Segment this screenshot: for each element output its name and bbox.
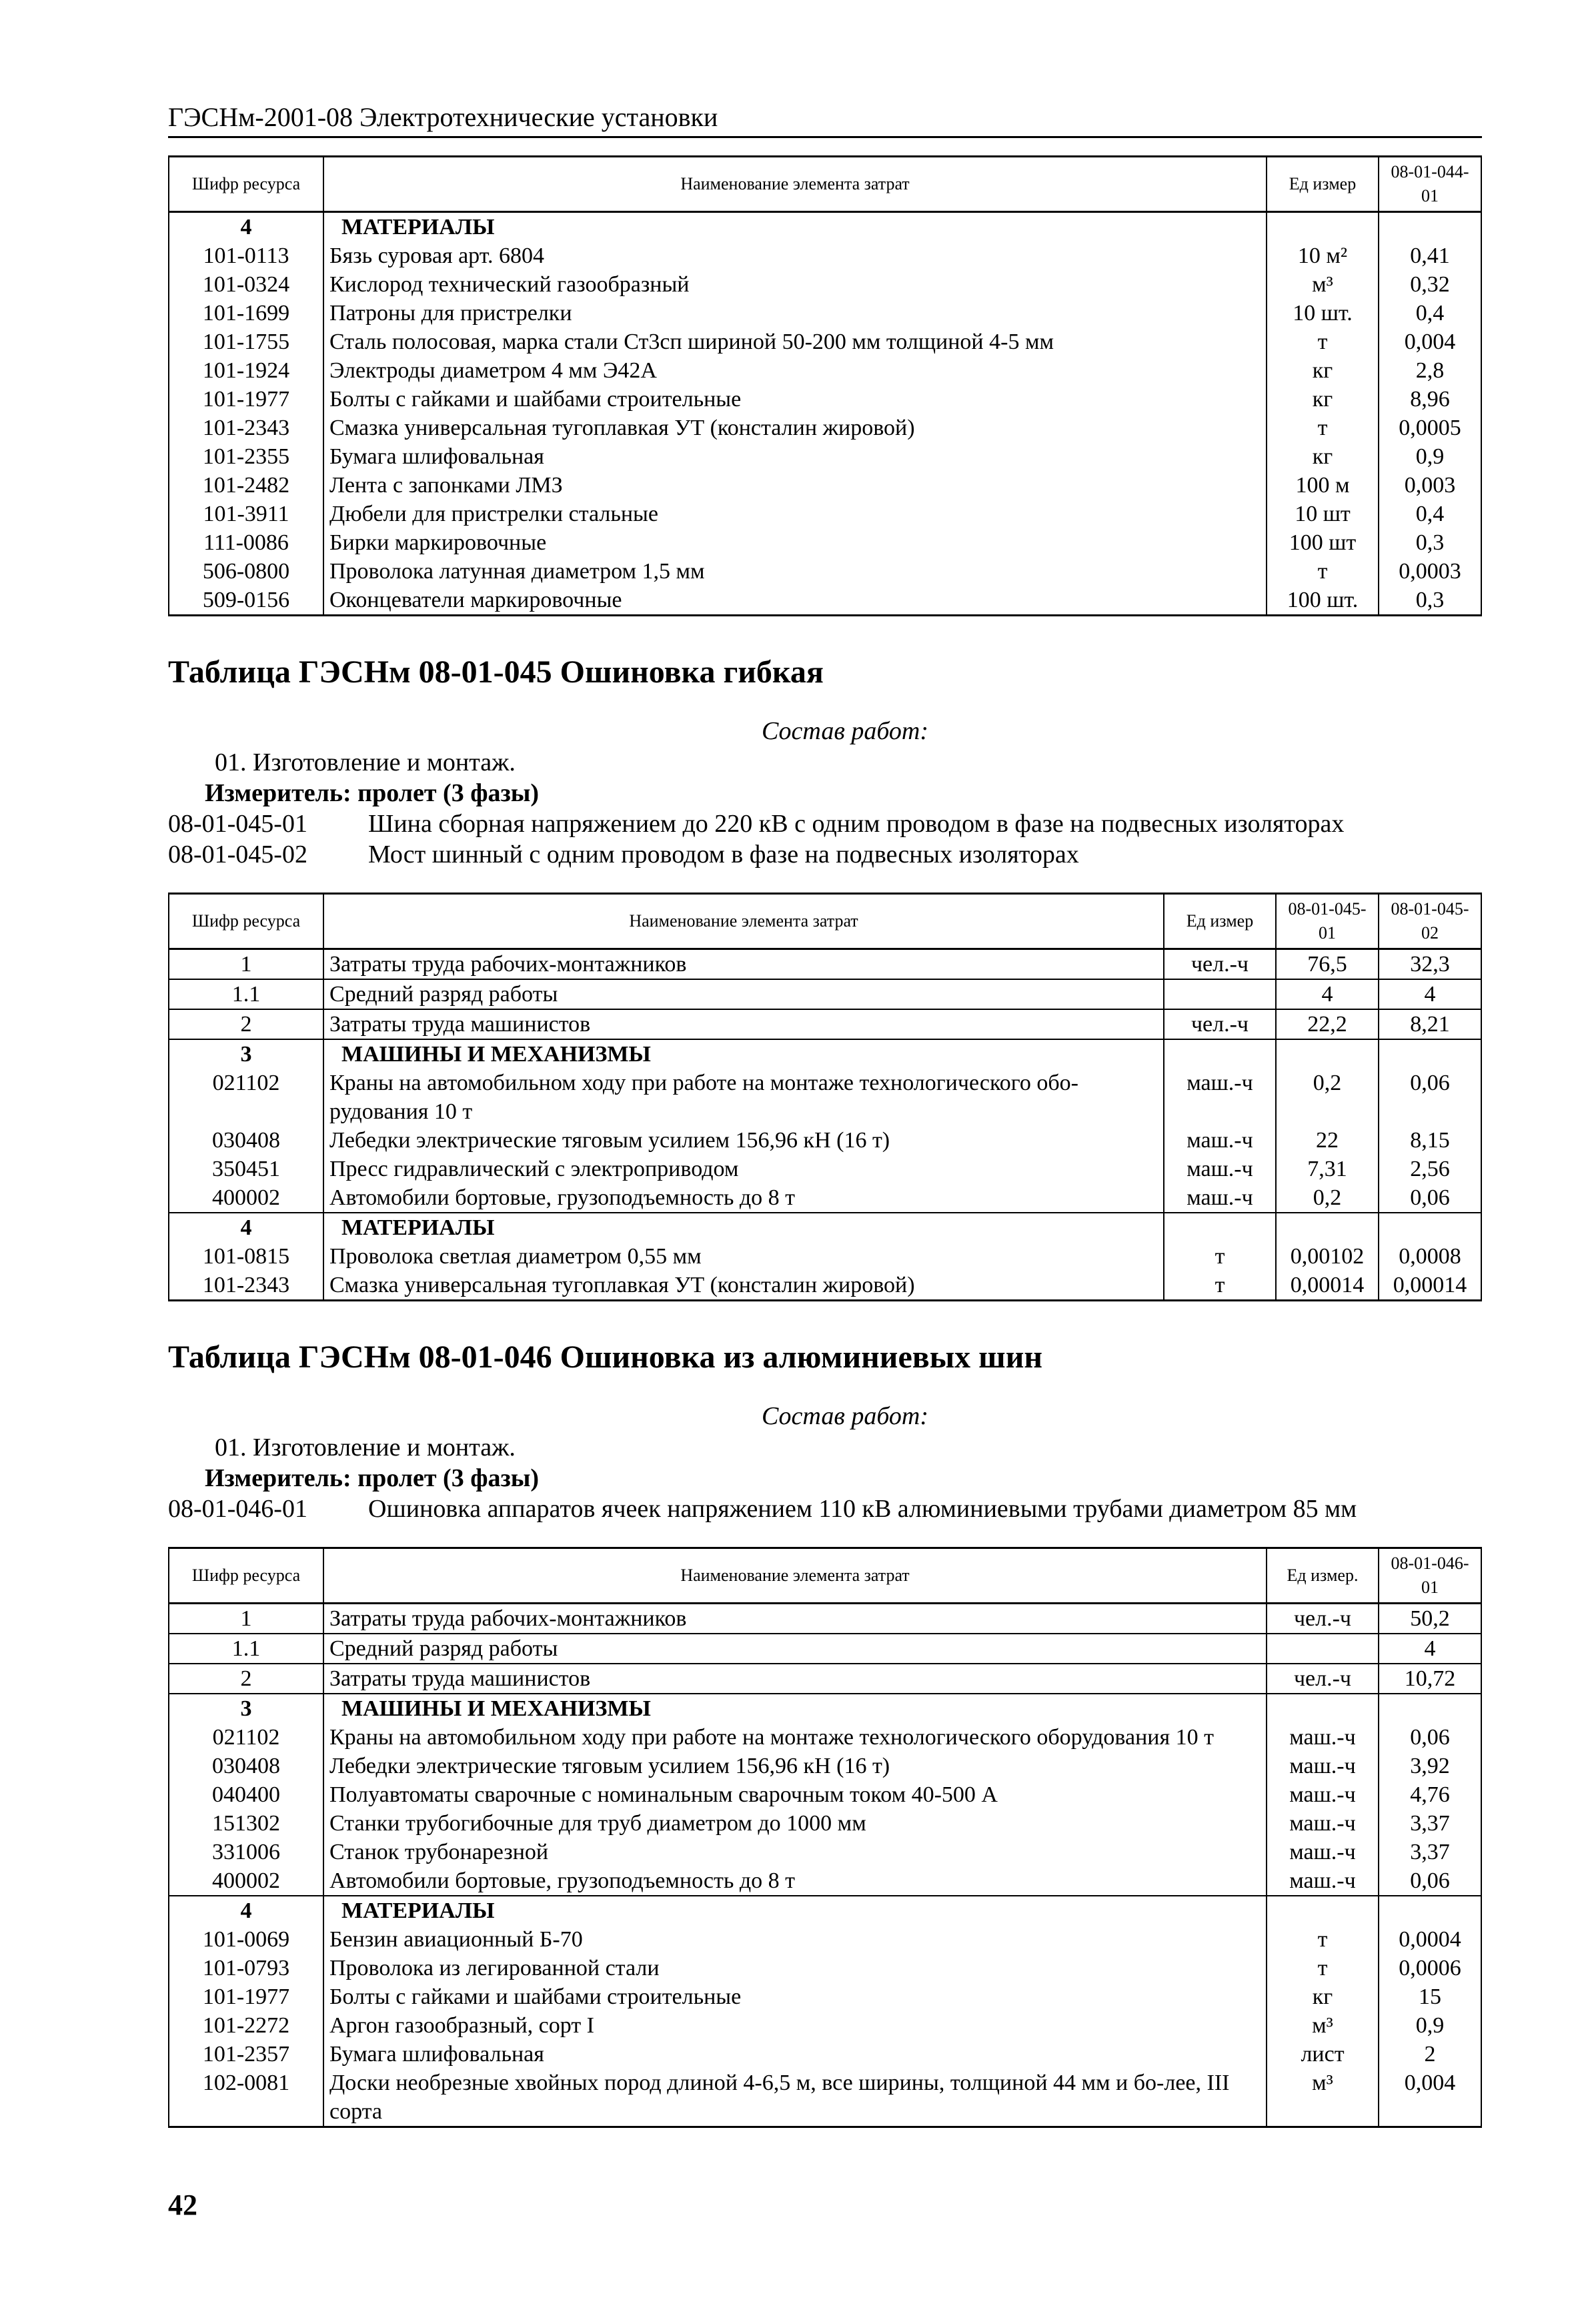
unit: маш.-ч xyxy=(1267,1723,1379,1752)
unit: лист xyxy=(1267,2040,1379,2069)
resource-code: 101-0815 xyxy=(169,1242,323,1271)
resource-name: Электроды диаметром 4 мм Э42А xyxy=(323,356,1267,385)
value: 0,2 xyxy=(1276,1069,1379,1126)
table-row xyxy=(169,241,1481,270)
resource-name: Полуавтоматы сварочные с номинальным сварочным током 40-500 А xyxy=(323,1780,1267,1809)
unit: маш.-ч xyxy=(1267,1809,1379,1838)
norm-code: 08-01-045-01 xyxy=(168,810,307,838)
value: 4,76 xyxy=(1379,1780,1481,1809)
unit: 10 шт xyxy=(1267,500,1379,528)
unit: т xyxy=(1267,1925,1379,1954)
value: 76,5 xyxy=(1276,949,1379,980)
table-row xyxy=(169,1271,1481,1301)
table-row xyxy=(169,356,1481,385)
col-header-name: Наименование элемента затрат xyxy=(323,1548,1267,1604)
value: 10,72 xyxy=(1379,1664,1481,1694)
table-row xyxy=(169,1126,1481,1155)
resource-name: Доски необрезные хвойных пород длиной 4-6,5 м, все ширины, толщиной 44 мм и бо-лее, III сорта xyxy=(323,2069,1267,2127)
unit: 100 шт. xyxy=(1267,586,1379,616)
table-row xyxy=(169,979,1481,1009)
unit: маш.-ч xyxy=(1164,1155,1276,1183)
value: 0,4 xyxy=(1379,299,1481,328)
value: 0,06 xyxy=(1379,1866,1481,1896)
table-row xyxy=(169,1634,1481,1664)
col-header-value: 08-01-045-02 xyxy=(1379,894,1481,949)
value: 0,00014 xyxy=(1379,1271,1481,1301)
unit: т xyxy=(1267,328,1379,356)
resource-name: Дюбели для пристрелки стальные xyxy=(323,500,1267,528)
value: 7,31 xyxy=(1276,1155,1379,1183)
value: 15 xyxy=(1379,1982,1481,2011)
resource-code: 1.1 xyxy=(169,979,323,1009)
unit: маш.-ч xyxy=(1267,1780,1379,1809)
work-composition-label: Состав работ: xyxy=(761,1402,929,1430)
table-row xyxy=(169,1752,1481,1780)
unit: 100 м xyxy=(1267,471,1379,500)
resource-name: Бумага шлифовальная xyxy=(323,2040,1267,2069)
work-composition-label: Состав работ: xyxy=(761,717,929,745)
table-header-row xyxy=(169,157,1481,212)
unit: кг xyxy=(1267,356,1379,385)
unit: 10 шт. xyxy=(1267,299,1379,328)
norm-code: 08-01-045-02 xyxy=(168,840,307,869)
empty-cell xyxy=(1379,1213,1481,1242)
resource-code: 021102 xyxy=(169,1723,323,1752)
resource-code: 101-1755 xyxy=(169,328,323,356)
resource-name: Автомобили бортовые, грузоподъемность до 8 т xyxy=(323,1866,1267,1896)
empty-cell xyxy=(1276,1039,1379,1069)
unit: т xyxy=(1164,1271,1276,1301)
unit: 100 шт xyxy=(1267,528,1379,557)
table-row xyxy=(169,2069,1481,2127)
value: 4 xyxy=(1379,1634,1481,1664)
value: 0,2 xyxy=(1276,1183,1379,1213)
value: 32,3 xyxy=(1379,949,1481,980)
section-row xyxy=(169,1896,1481,1925)
resource-code: 101-1977 xyxy=(169,1982,323,2011)
empty-cell xyxy=(1379,1039,1481,1069)
resource-name: Затраты труда машинистов xyxy=(323,1664,1267,1694)
value: 0,9 xyxy=(1379,2011,1481,2040)
resource-code: 040400 xyxy=(169,1780,323,1809)
unit xyxy=(1267,1634,1379,1664)
resource-code: 506-0800 xyxy=(169,557,323,586)
resource-name: Краны на автомобильном ходу при работе на монтаже технологического оборудования 10 т xyxy=(323,1723,1267,1752)
unit: т xyxy=(1164,1242,1276,1271)
resource-code: 102-0081 xyxy=(169,2069,323,2127)
norm-text: Шина сборная напряжением до 220 кВ с одним проводом в фазе на подвесных изоляторах xyxy=(368,810,1345,838)
value: 0,004 xyxy=(1379,2069,1481,2127)
table-row xyxy=(169,1155,1481,1183)
unit: маш.-ч xyxy=(1164,1069,1276,1126)
resource-name: Оконцеватели маркировочные xyxy=(323,586,1267,616)
empty-cell xyxy=(1267,1694,1379,1723)
table-row xyxy=(169,471,1481,500)
empty-cell xyxy=(1267,212,1379,242)
table-row xyxy=(169,2011,1481,2040)
empty-cell xyxy=(1267,1896,1379,1925)
norm-item xyxy=(168,1494,1482,1524)
unit: кг xyxy=(1267,385,1379,414)
resource-name: Патроны для пристрелки xyxy=(323,299,1267,328)
value: 0,06 xyxy=(1379,1069,1481,1126)
value: 3,37 xyxy=(1379,1809,1481,1838)
resource-name: Бирки маркировочные xyxy=(323,528,1267,557)
section-number: 4 xyxy=(169,1213,323,1242)
table-row xyxy=(169,442,1481,471)
resource-code: 2 xyxy=(169,1664,323,1694)
table-row xyxy=(169,1242,1481,1271)
value: 3,37 xyxy=(1379,1838,1481,1866)
table-header-row xyxy=(169,894,1481,949)
section-title: МАШИНЫ И МЕХАНИЗМЫ xyxy=(323,1039,1164,1069)
resource-name: Смазка универсальная тугоплавкая УТ (консталин жировой) xyxy=(323,1271,1164,1301)
unit: чел.-ч xyxy=(1164,949,1276,980)
table-row xyxy=(169,1183,1481,1213)
col-header-name: Наименование элемента затрат xyxy=(323,157,1267,212)
resource-code: 400002 xyxy=(169,1183,323,1213)
resource-code: 101-2343 xyxy=(169,414,323,442)
resource-name: Проволока светлая диаметром 0,55 мм xyxy=(323,1242,1164,1271)
resource-name: Краны на автомобильном ходу при работе на монтаже технологического обо-рудования 10 т xyxy=(323,1069,1164,1126)
value: 0,0006 xyxy=(1379,1954,1481,1982)
resource-name: Лебедки электрические тяговым усилием 156,96 кН (16 т) xyxy=(323,1752,1267,1780)
value: 0,003 xyxy=(1379,471,1481,500)
resource-name: Аргон газообразный, сорт I xyxy=(323,2011,1267,2040)
section-row xyxy=(169,212,1481,242)
section-number: 3 xyxy=(169,1039,323,1069)
resource-name: Затраты труда машинистов xyxy=(323,1009,1164,1039)
resource-name: Бензин авиационный Б-70 xyxy=(323,1925,1267,1954)
table-row xyxy=(169,949,1481,980)
value: 22,2 xyxy=(1276,1009,1379,1039)
empty-cell xyxy=(1276,1213,1379,1242)
table-row xyxy=(169,299,1481,328)
value: 0,32 xyxy=(1379,270,1481,299)
section-title: МАТЕРИАЛЫ xyxy=(323,212,1267,242)
col-header-value: 08-01-044-01 xyxy=(1379,157,1481,212)
table-row xyxy=(169,1809,1481,1838)
table-row xyxy=(169,328,1481,356)
resource-name: Лента с запонками ЛМЗ xyxy=(323,471,1267,500)
table-row xyxy=(169,586,1481,616)
value: 8,96 xyxy=(1379,385,1481,414)
resource-code: 400002 xyxy=(169,1866,323,1896)
empty-cell xyxy=(1379,1896,1481,1925)
table-row xyxy=(169,1723,1481,1752)
value: 0,3 xyxy=(1379,528,1481,557)
resource-code: 101-1977 xyxy=(169,385,323,414)
measure-line xyxy=(168,1463,1482,1494)
value: 2,8 xyxy=(1379,356,1481,385)
resource-name: Смазка универсальная тугоплавкая УТ (консталин жировой) xyxy=(323,414,1267,442)
resource-code: 101-2272 xyxy=(169,2011,323,2040)
resource-code: 1 xyxy=(169,1604,323,1634)
resource-name: Средний разряд работы xyxy=(323,979,1164,1009)
unit: маш.-ч xyxy=(1267,1838,1379,1866)
col-header-unit: Ед измер. xyxy=(1267,1548,1379,1604)
value: 0,06 xyxy=(1379,1183,1481,1213)
resource-code: 151302 xyxy=(169,1809,323,1838)
value: 0,0005 xyxy=(1379,414,1481,442)
value: 0,0008 xyxy=(1379,1242,1481,1271)
col-header-unit: Ед измер xyxy=(1267,157,1379,212)
value: 0,0004 xyxy=(1379,1925,1481,1954)
resource-name: Затраты труда рабочих-монтажников xyxy=(323,1604,1267,1634)
norm-code: 08-01-046-01 xyxy=(168,1495,307,1523)
resource-name: Средний разряд работы xyxy=(323,1634,1267,1664)
empty-cell xyxy=(1164,1039,1276,1069)
unit: 10 м² xyxy=(1267,241,1379,270)
section-number: 4 xyxy=(169,212,323,242)
value: 0,06 xyxy=(1379,1723,1481,1752)
value: 3,92 xyxy=(1379,1752,1481,1780)
resource-code: 101-0793 xyxy=(169,1954,323,1982)
measure-value: пролет (3 фазы) xyxy=(357,779,540,807)
value: 4 xyxy=(1379,979,1481,1009)
value: 8,21 xyxy=(1379,1009,1481,1039)
section-number: 3 xyxy=(169,1694,323,1723)
resource-name: Кислород технический газообразный xyxy=(323,270,1267,299)
resource-code: 350451 xyxy=(169,1155,323,1183)
table-row xyxy=(169,1838,1481,1866)
table-row xyxy=(169,414,1481,442)
table-row xyxy=(169,500,1481,528)
table-row xyxy=(169,557,1481,586)
table-row xyxy=(169,270,1481,299)
resource-code: 101-0113 xyxy=(169,241,323,270)
unit: т xyxy=(1267,414,1379,442)
col-header-code: Шифр ресурса xyxy=(169,157,323,212)
resource-code: 101-2357 xyxy=(169,2040,323,2069)
col-header-code: Шифр ресурса xyxy=(169,1548,323,1604)
work-item: 01. Изготовление и монтаж. xyxy=(215,1433,516,1462)
resource-code: 101-0324 xyxy=(169,270,323,299)
col-header-value: 08-01-045-01 xyxy=(1276,894,1379,949)
measure-value: пролет (3 фазы) xyxy=(357,1464,540,1492)
running-header: ГЭСНм-2001-08 Электротехнические установки xyxy=(168,100,1482,138)
value: 2 xyxy=(1379,2040,1481,2069)
unit: кг xyxy=(1267,1982,1379,2011)
resource-code: 331006 xyxy=(169,1838,323,1866)
value: 0,00014 xyxy=(1276,1271,1379,1301)
resource-name: Затраты труда рабочих-монтажников xyxy=(323,949,1164,980)
col-header-value: 08-01-046-01 xyxy=(1379,1548,1481,1604)
resource-name: Болты с гайками и шайбами строительные xyxy=(323,1982,1267,2011)
section-title: МАШИНЫ И МЕХАНИЗМЫ xyxy=(323,1694,1267,1723)
col-header-code: Шифр ресурса xyxy=(169,894,323,949)
unit: кг xyxy=(1267,442,1379,471)
table-row xyxy=(169,2040,1481,2069)
resource-name: Лебедки электрические тяговым усилием 156,96 кН (16 т) xyxy=(323,1126,1164,1155)
resource-code: 1 xyxy=(169,949,323,980)
table-08-01-046 xyxy=(168,1547,1482,2128)
document-page xyxy=(168,100,1482,2128)
resource-code: 1.1 xyxy=(169,1634,323,1664)
measure-label: Измеритель: xyxy=(205,1464,351,1492)
unit: т xyxy=(1267,1954,1379,1982)
section-row xyxy=(169,1213,1481,1242)
table-row xyxy=(169,1982,1481,2011)
table-row xyxy=(169,528,1481,557)
table-row xyxy=(169,385,1481,414)
resource-code: 101-0069 xyxy=(169,1925,323,1954)
table-title-046: Таблица ГЭСНм 08-01-046 Ошиновка из алюминиевых шин xyxy=(168,1339,1042,1375)
resource-code: 101-2482 xyxy=(169,471,323,500)
measure-label: Измеритель: xyxy=(205,779,351,807)
norm-item xyxy=(168,808,1482,839)
resource-code: 021102 xyxy=(169,1069,323,1126)
table-row xyxy=(169,1780,1481,1809)
value: 0,004 xyxy=(1379,328,1481,356)
norm-text: Мост шинный с одним проводом в фазе на подвесных изоляторах xyxy=(368,840,1079,869)
value: 0,4 xyxy=(1379,500,1481,528)
measure-line xyxy=(168,778,1482,808)
resource-code: 101-1699 xyxy=(169,299,323,328)
value: 22 xyxy=(1276,1126,1379,1155)
resource-code: 101-2355 xyxy=(169,442,323,471)
section-row xyxy=(169,1694,1481,1723)
resource-code: 030408 xyxy=(169,1126,323,1155)
table-08-01-044 xyxy=(168,155,1482,616)
resource-name: Станок трубонарезной xyxy=(323,1838,1267,1866)
resource-name: Сталь полосовая, марка стали Ст3сп шириной 50-200 мм толщиной 4-5 мм xyxy=(323,328,1267,356)
resource-name: Болты с гайками и шайбами строительные xyxy=(323,385,1267,414)
value: 0,00102 xyxy=(1276,1242,1379,1271)
section-title: МАТЕРИАЛЫ xyxy=(323,1213,1164,1242)
resource-code: 111-0086 xyxy=(169,528,323,557)
value: 0,0003 xyxy=(1379,557,1481,586)
unit: чел.-ч xyxy=(1267,1604,1379,1634)
col-header-name: Наименование элемента затрат xyxy=(323,894,1164,949)
value: 0,9 xyxy=(1379,442,1481,471)
unit: т xyxy=(1267,557,1379,586)
table-title-045: Таблица ГЭСНм 08-01-045 Ошиновка гибкая xyxy=(168,654,824,690)
col-header-unit: Ед измер xyxy=(1164,894,1276,949)
table-header-row xyxy=(169,1548,1481,1604)
unit: чел.-ч xyxy=(1164,1009,1276,1039)
value: 0,41 xyxy=(1379,241,1481,270)
table-row xyxy=(169,1069,1481,1126)
section-row xyxy=(169,1039,1481,1069)
resource-code: 030408 xyxy=(169,1752,323,1780)
norm-text: Ошиновка аппаратов ячеек напряжением 110 кВ алюминиевыми трубами диаметром 85 мм xyxy=(368,1495,1357,1523)
table-row xyxy=(169,1866,1481,1896)
value: 8,15 xyxy=(1379,1126,1481,1155)
resource-name: Пресс гидравлический с электроприводом xyxy=(323,1155,1164,1183)
table-row xyxy=(169,1954,1481,1982)
work-item: 01. Изготовление и монтаж. xyxy=(215,748,516,776)
unit: м³ xyxy=(1267,270,1379,299)
unit: м³ xyxy=(1267,2011,1379,2040)
value: 2,56 xyxy=(1379,1155,1481,1183)
value: 4 xyxy=(1276,979,1379,1009)
table-row xyxy=(169,1664,1481,1694)
resource-name: Станки трубогибочные для труб диаметром до 1000 мм xyxy=(323,1809,1267,1838)
resource-code: 101-1924 xyxy=(169,356,323,385)
section-number: 4 xyxy=(169,1896,323,1925)
value: 0,3 xyxy=(1379,586,1481,616)
resource-code: 509-0156 xyxy=(169,586,323,616)
resource-name: Проволока из легированной стали xyxy=(323,1954,1267,1982)
resource-code: 101-3911 xyxy=(169,500,323,528)
value: 50,2 xyxy=(1379,1604,1481,1634)
resource-name: Бязь суровая арт. 6804 xyxy=(323,241,1267,270)
unit: маш.-ч xyxy=(1267,1752,1379,1780)
unit: маш.-ч xyxy=(1164,1126,1276,1155)
resource-name: Проволока латунная диаметром 1,5 мм xyxy=(323,557,1267,586)
unit xyxy=(1164,979,1276,1009)
empty-cell xyxy=(1379,1694,1481,1723)
empty-cell xyxy=(1379,212,1481,242)
unit: чел.-ч xyxy=(1267,1664,1379,1694)
empty-cell xyxy=(1164,1213,1276,1242)
table-row xyxy=(169,1009,1481,1039)
unit: маш.-ч xyxy=(1267,1866,1379,1896)
section-title: МАТЕРИАЛЫ xyxy=(323,1896,1267,1925)
unit: м³ xyxy=(1267,2069,1379,2127)
page-number: 42 xyxy=(168,2189,197,2221)
table-row xyxy=(169,1925,1481,1954)
norm-item xyxy=(168,839,1482,870)
resource-code: 101-2343 xyxy=(169,1271,323,1301)
unit: маш.-ч xyxy=(1164,1183,1276,1213)
table-08-01-045 xyxy=(168,893,1482,1301)
resource-code: 2 xyxy=(169,1009,323,1039)
resource-name: Автомобили бортовые, грузоподъемность до 8 т xyxy=(323,1183,1164,1213)
resource-name: Бумага шлифовальная xyxy=(323,442,1267,471)
table-row xyxy=(169,1604,1481,1634)
